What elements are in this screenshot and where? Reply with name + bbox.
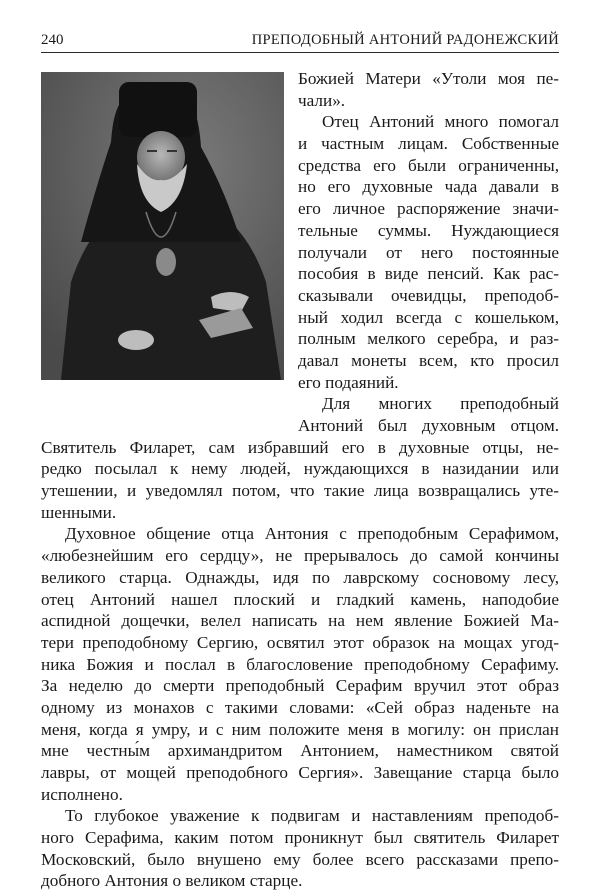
text-line: исполнено.	[41, 784, 123, 804]
text-line: сказывали очевидцы, преподоб-	[298, 285, 559, 305]
text-line: получали от него постоянные	[298, 242, 559, 262]
text-line: добного Антония о великом старце.	[41, 871, 303, 891]
text-line: великого старца. Однажды, идя по лаврскому сосновому лесу,	[41, 567, 559, 587]
text-line: За неделю до смерти преподобный Серафим вручил этот образ	[41, 676, 559, 696]
text-line: чали».	[298, 90, 346, 110]
text-line: тери преподобному Сергию, освятил этот образок на мощах угод-	[41, 632, 559, 652]
text-line: ного Серафима, каким потом проникнут был святитель Филарет	[41, 828, 559, 848]
text-line: редко посылал к нему людей, нуждающихся в назидании или	[41, 459, 559, 479]
text-line: но его духовные чада давали в	[298, 177, 559, 197]
text-line: То глубокое уважение к подвигам и наставлениям преподоб-	[65, 806, 559, 826]
text-line: шенными.	[41, 502, 117, 522]
text-line: ный ходил всегда с кошельком,	[298, 307, 559, 327]
text-line: Духовное общение отца Антония с преподобным Серафимом,	[65, 524, 559, 544]
text-line: Для многих преподобный	[322, 394, 559, 414]
text-line: отец Антоний нашел плоский и гладкий камень, наподобие	[41, 589, 559, 609]
text-line: и частным лицам. Собственные	[298, 134, 559, 154]
text-line: Божией Матери «Утоли моя пе-	[298, 69, 559, 88]
text-line: Антоний был духовным отцом.	[298, 416, 559, 435]
page-number: 240	[41, 32, 64, 48]
running-head	[41, 30, 559, 53]
text-line: полным мелкого серебра, и раз-	[298, 329, 559, 349]
text-line: Святитель Филарет, сам избравший его в духовные отцы, не-	[41, 437, 559, 457]
text-line: мне честны́м архимандритом Антонием, наместником святой	[41, 741, 559, 761]
text-line: его личное распоряжение значи-	[298, 199, 559, 219]
text-line: средства его были ограниченны,	[298, 155, 559, 175]
text-line: ника Божия и послал в благословение преподобному Серафиму.	[41, 654, 559, 674]
running-title: ПРЕПОДОБНЫЙ АНТОНИЙ РАДОНЕЖСКИЙ	[251, 32, 559, 48]
text-line: его подаяний.	[298, 372, 399, 392]
text-line: аспидной дощечки, велел написать на нем явление Божией Ма-	[41, 611, 559, 631]
text-line: одному из монахов с такими словами: «Сей образ наденьте на	[41, 697, 559, 717]
text-line: меня, когда я умру, и с ним положите меня в могилу: он прислан	[41, 719, 559, 739]
body-text	[41, 68, 559, 892]
text-line: Московский, было внушено ему более всего рассказами препо-	[41, 849, 559, 869]
text-line: тельные суммы. Нуждающиеся	[298, 220, 559, 240]
text-line: Отец Антоний много помогал	[322, 112, 559, 132]
text-line: лавры, от мощей преподобного Сергия». Завещание старца было	[41, 763, 559, 782]
text-line: давал монеты всем, кто просил	[298, 350, 559, 370]
text-line: утешении, и уведомлял потом, что такие лица возвращались уте-	[41, 481, 559, 501]
text-line: пособия в виде пенсий. Как рас-	[298, 264, 559, 284]
text-line: «любезнейшим его сердцу», не прерывалось до самой кончины	[41, 546, 559, 566]
